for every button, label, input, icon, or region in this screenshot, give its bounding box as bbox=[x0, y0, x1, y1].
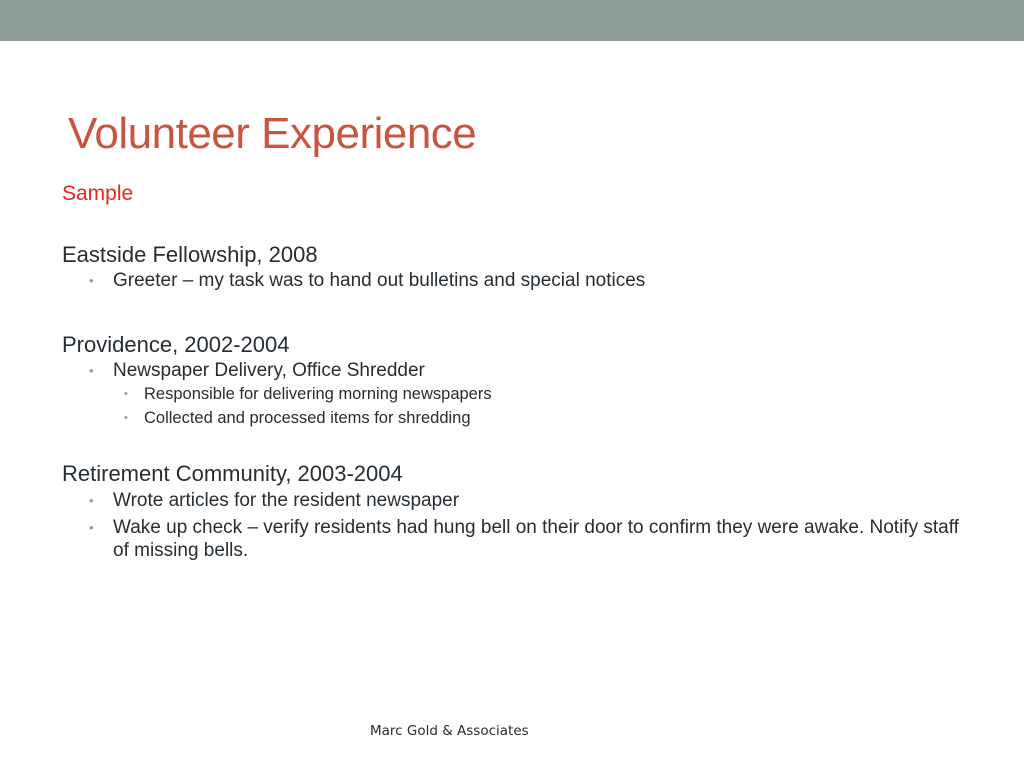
slide-footer: Marc Gold & Associates bbox=[370, 723, 529, 739]
list-item bbox=[62, 489, 962, 512]
sub-list-item bbox=[62, 382, 962, 406]
section-heading: Eastside Fellowship, 2008 bbox=[62, 242, 318, 267]
list-item-text: Wake up check – verify residents had hung bell on their door to confirm they were awake. Notify staff of missing bells. bbox=[113, 517, 959, 561]
section-eastside-fellowship bbox=[62, 241, 962, 292]
list-item-text: Wrote articles for the resident newspaper bbox=[113, 490, 460, 511]
section-heading: Providence, 2002-2004 bbox=[62, 332, 290, 357]
bullet-icon: • bbox=[89, 493, 94, 508]
list-item bbox=[62, 359, 962, 382]
section-retirement-community bbox=[62, 460, 962, 562]
list-item-text: Newspaper Delivery, Office Shredder bbox=[113, 360, 425, 381]
section-providence bbox=[62, 331, 962, 430]
bullet-icon: • bbox=[89, 520, 94, 535]
slide-subtitle: Sample bbox=[62, 182, 134, 205]
list-item-text: Greeter – my task was to hand out bulletins and special notices bbox=[113, 270, 646, 291]
bullet-icon: • bbox=[89, 363, 94, 378]
sub-list-item-text: Responsible for delivering morning newspapers bbox=[144, 385, 492, 403]
sub-list-item bbox=[62, 406, 962, 430]
sub-list-item-text: Collected and processed items for shredding bbox=[144, 409, 471, 427]
bullet-icon: • bbox=[124, 388, 128, 400]
slide-title: Volunteer Experience bbox=[68, 109, 477, 158]
top-accent-bar bbox=[0, 0, 1024, 41]
bullet-icon: • bbox=[89, 273, 94, 288]
bullet-icon: • bbox=[124, 412, 128, 424]
section-heading: Retirement Community, 2003-2004 bbox=[62, 461, 403, 486]
list-item bbox=[62, 269, 962, 292]
list-item bbox=[62, 516, 962, 562]
